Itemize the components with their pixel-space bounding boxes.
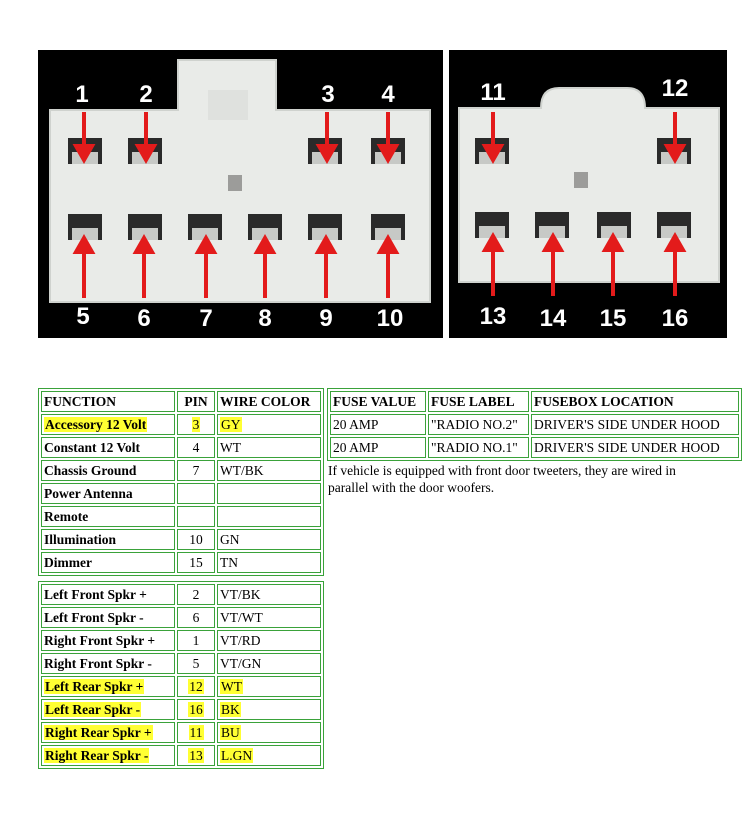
pin-label-15: 15 [599,305,627,332]
table-row [41,584,321,605]
pin-label-1: 1 [75,81,89,108]
pin-label-6: 6 [137,305,151,332]
wire-color-cell [217,552,321,573]
pin-cell-text: 6 [192,610,200,625]
wire-color-cell-text: TN [220,555,238,570]
wire-color-cell [217,506,321,527]
wire-color-cell [217,676,321,697]
wire-color-cell [217,722,321,743]
header-wire-color: WIRE COLOR [217,391,321,412]
pin-cell [177,745,215,766]
pin-cell [177,529,215,550]
fuse-label: "RADIO NO.2" [428,414,529,435]
function-cell-text: Left Rear Spkr + [45,679,144,694]
table-row [41,460,321,481]
wire-color-cell [217,529,321,550]
function-cell [41,552,175,573]
function-cell-text: Right Rear Spkr + [45,725,152,740]
pin-cell-text: 11 [189,725,203,740]
function-cell-text: Left Rear Spkr - [45,702,141,717]
table-row [41,630,321,651]
table-row [41,552,321,573]
pin-label-2: 2 [139,81,153,108]
table-row [41,414,321,435]
function-cell-text: Constant 12 Volt [44,440,141,455]
connector-photo-right [449,50,727,338]
pin-cell-text: 7 [192,463,200,478]
table-row [41,745,321,766]
function-cell-text: Accessory 12 Volt [45,417,147,432]
pin-cell-text: 3 [192,417,200,432]
pin-label-16: 16 [661,305,689,332]
wire-color-cell-text: WT [220,440,241,455]
header-fuse-label: FUSE LABEL [428,391,529,412]
wire-color-cell [217,414,321,435]
wire-color-cell [217,699,321,720]
function-cell-text: Remote [44,509,89,524]
wire-color-cell-text: BU [221,725,240,740]
header-pin: PIN [177,391,215,412]
pin-label-5: 5 [76,303,90,330]
pin-cell-text: 1 [192,633,200,648]
wire-color-cell-text: L.GN [221,748,253,763]
fuse-value: 20 AMP [330,414,426,435]
fuse-table [327,388,742,461]
pin-label-11: 11 [480,79,506,106]
wire-color-cell [217,630,321,651]
table-header-row [330,391,739,412]
function-cell [41,630,175,651]
pin-cell [177,676,215,697]
function-cell [41,414,175,435]
wire-color-cell-text: VT/BK [220,587,261,602]
table-row [41,483,321,504]
function-cell-text: Left Front Spkr + [44,587,147,602]
pin-cell [177,699,215,720]
wire-color-cell-text: WT/BK [220,463,264,478]
wire-color-cell-text: WT [221,679,242,694]
function-cell [41,483,175,504]
pin-cell [177,722,215,743]
function-cell [41,745,175,766]
pin-cell [177,584,215,605]
function-cell [41,584,175,605]
pin-label-13: 13 [479,303,507,330]
function-table [38,388,324,576]
table-row [41,653,321,674]
pin-cell [177,653,215,674]
pin-cell [177,630,215,651]
pin-cell [177,460,215,481]
table-row [41,437,321,458]
fuse-label: "RADIO NO.1" [428,437,529,458]
table-row [41,699,321,720]
pin-cell-text: 2 [192,587,200,602]
function-cell [41,437,175,458]
pin-label-10: 10 [376,305,404,332]
wire-color-cell [217,653,321,674]
wire-color-cell [217,745,321,766]
pin-cell-text: 13 [189,748,203,763]
pin-cell-text: 5 [192,656,200,671]
function-cell-text: Right Front Spkr - [44,656,152,671]
function-cell-text: Chassis Ground [44,463,137,478]
function-cell-text: Illumination [44,532,117,547]
table-row [330,414,739,435]
pin-cell [177,437,215,458]
pin-label-12: 12 [661,75,689,102]
pin-label-3: 3 [321,81,335,108]
wire-color-cell [217,584,321,605]
pin-cell-text: 12 [189,679,203,694]
function-cell-text: Right Rear Spkr - [45,748,149,763]
table-row [41,607,321,628]
table-row [41,529,321,550]
speaker-table [38,581,324,769]
function-cell-text: Right Front Spkr + [44,633,156,648]
pin-cell-text: 16 [189,702,203,717]
header-function: FUNCTION [41,391,175,412]
wire-color-cell [217,460,321,481]
pin-label-9: 9 [319,305,333,332]
pin-cell-text: 4 [192,440,200,455]
function-cell [41,676,175,697]
function-cell-text: Power Antenna [44,486,133,501]
table-row [41,676,321,697]
function-cell [41,506,175,527]
header-fusebox-location: FUSEBOX LOCATION [531,391,739,412]
function-cell [41,607,175,628]
fusebox-location: DRIVER'S SIDE UNDER HOOD [531,437,739,458]
function-cell [41,653,175,674]
fusebox-location: DRIVER'S SIDE UNDER HOOD [531,414,739,435]
pin-label-4: 4 [381,81,395,108]
table-header-row [41,391,321,412]
wire-color-cell-text: BK [221,702,240,717]
function-cell-text: Left Front Spkr - [44,610,144,625]
table-row [41,506,321,527]
table-row [41,722,321,743]
pin-cell-text: 15 [189,555,203,570]
function-cell-text: Dimmer [44,555,92,570]
pin-cell [177,483,215,504]
fuse-value: 20 AMP [330,437,426,458]
function-cell [41,722,175,743]
pin-cell [177,414,215,435]
pin-label-7: 7 [199,305,213,332]
table-row [330,437,739,458]
pin-cell [177,552,215,573]
pin-cell [177,506,215,527]
wire-color-cell-text: GN [220,532,240,547]
fuse-note: If vehicle is equipped with front door tweeters, they are wired in parallel with the door woofers. [328,463,676,495]
wire-color-cell-text: VT/GN [220,656,262,671]
function-cell [41,460,175,481]
header-fuse-value: FUSE VALUE [330,391,426,412]
pin-label-14: 14 [539,305,567,332]
function-cell [41,529,175,550]
pin-label-8: 8 [258,305,272,332]
wire-color-cell [217,437,321,458]
wire-color-cell-text: VT/RD [220,633,261,648]
wire-color-cell-text: GY [221,417,241,432]
wire-color-cell-text: VT/WT [220,610,263,625]
wire-color-cell [217,483,321,504]
pin-cell [177,607,215,628]
wire-color-cell [217,607,321,628]
connector-photo-left [38,50,443,338]
pin-cell-text: 10 [189,532,203,547]
function-cell [41,699,175,720]
